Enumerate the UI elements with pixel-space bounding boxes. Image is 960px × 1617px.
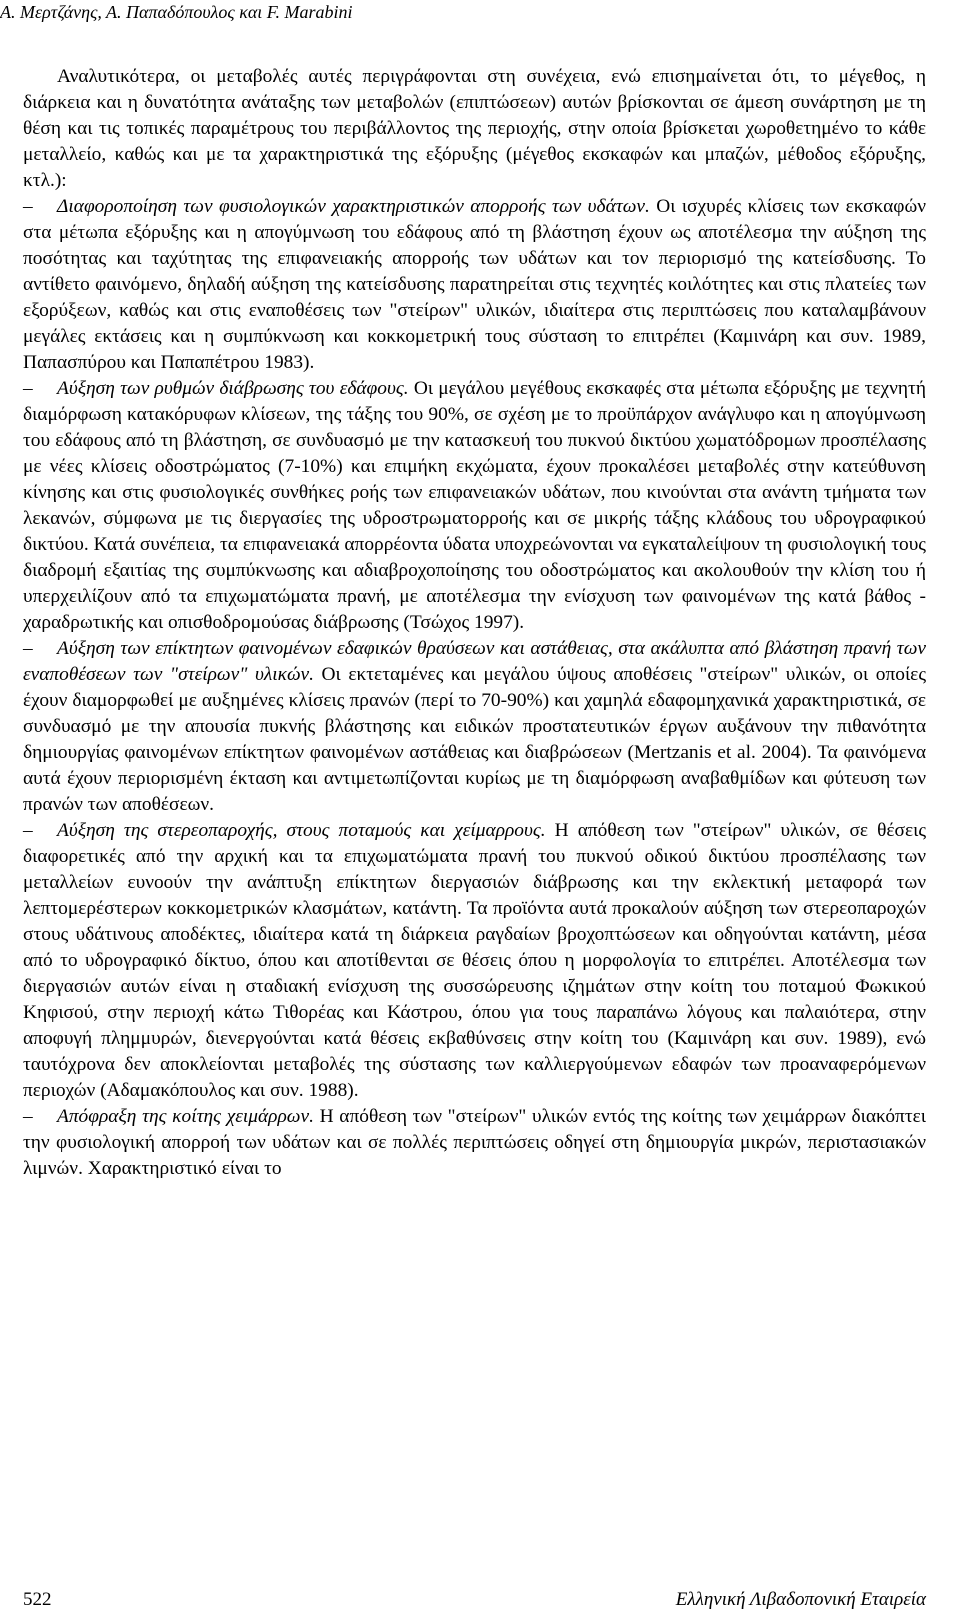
bullet-instability xyxy=(23,636,926,818)
bullet-heading: Αύξηση της στερεοπαροχής, στους ποταμούς και χείμαρρους. xyxy=(57,820,546,841)
running-header-authors: Α. Μερτζάνης, Α. Παπαδόπουλος και F. Marabini xyxy=(0,2,353,22)
bullet-dash: – xyxy=(23,820,33,841)
bullet-heading: Απόφραξη της κοίτης χειμάρρων. xyxy=(57,1106,314,1127)
body-text xyxy=(23,64,926,1182)
bullet-text: Η απόθεση των "στείρων" υλικών, σε θέσεις διαφορετικές από την αρχική και τα επιχωματώματα πρανή του πυκνού οδικού δικτύου προσπέλασης των μεταλλείων ευνοούν την ανάπτυξη επίκτητων διεργασιών διάβρωσης και την εκλεκτική μεταφορά των λεπτομερέστερων κοκκομετρικών κλασμάτων, κατάντη. Τα προϊόντα αυτά προκαλούν αύξηση των στερεοπαροχών στους υδάτινους αποδέκτες, ιδιαίτερα κατά τη διάρκεια ραγδαίων βροχοπτώσεων και οδηγούνται κατάντη, μέσα από το υδρογραφικό δίκτυο, όπου και αποτίθενται σε θέσεις όπου η μορφολογία το επιτρέπει. Αποτέλεσμα των διεργασιών αυτών είναι η σταδιακή ενίσχυση της συσσώρευσης ιζημάτων στην κοίτη του ποταμού Φωκικού Κηφισού, στην περιοχή κάτω Τιθορέας και Κάστρου, όπου για τους παραπάνω λόγους και παλαιότερα, στην αποφυγή πλημμυρών, διενεργούνται κατά θέσεις εκβαθύνσεις στην κοίτη του (Καμινάρη και συν. 1989), ενώ ταυτόχρονα δεν αποκλείονται μεταβολές της σύστασης των καλλιεργούμενων εδαφών των προαναφερόμενων περιοχών (Αδαμακόπουλος και συν. 1988). xyxy=(23,820,926,1101)
bullet-blockage xyxy=(23,1104,926,1182)
intro-paragraph: Αναλυτικότερα, οι μεταβολές αυτές περιγράφονται στη συνέχεια, ενώ επισημαίνεται ότι, το μέγεθος, η διάρκεια και η δυνατότητα ανάταξης των μεταβολών (επιπτώσεων) αυτών βρίσκονται σε άμεση συνάρτηση με τη θέση και τις τοπικές παραμέτρους του περιβάλλοντος της περιοχής, στην οποία βρίσκεται χωροθετημένο το κάθε μεταλλείο, καθώς και με τα χαρακτηριστικά της εξόρυξης (μέγεθος εκσκαφών και μπαζών, μέθοδος εξόρυξης, κτλ.): xyxy=(23,66,926,191)
bullet-heading: Διαφοροποίηση των φυσιολογικών χαρακτηριστικών απορροής των υδάτων. xyxy=(57,196,650,217)
bullet-dash: – xyxy=(23,638,33,659)
bullet-text: Οι ισχυρές κλίσεις των εκσκαφών στα μέτωπα εξόρυξης και η απογύμνωση του εδάφους από τη βλάστηση έχουν ως αποτέλεσμα την αύξηση της ποσότητας και ταχύτητας της επιφανειακής απορροής των υδάτων και τον περιορισμό της κατείσδυσης. Το αντίθετο φαινόμενο, δηλαδή αύξηση της κατείσδυσης παρατηρείται στις τεχνητές κοιλότητες και στις πλατείες των εξορύξεων, καθώς και στις εναποθέσεις των "στείρων" υλικών, ιδιαίτερα στις περιπτώσεις που καταλαμβάνουν μεγάλες εκτάσεις και η συμπύκνωση και κοκκομετρική τους σύσταση το επιτρέπει (Καμινάρη και συν. 1989, Παπασπύρου και Παπαπέτρου 1983). xyxy=(23,196,926,373)
bullet-heading: Αύξηση των επίκτητων φαινομένων εδαφικών θραύσεων και αστάθειας, στα ακάλυπτα από βλάστηση πρανή των εναποθέσεων των "στείρων" υλικών. xyxy=(23,638,926,685)
publisher-name: Ελληνική Λιβαδοπονική Εταιρεία xyxy=(675,1589,926,1610)
bullet-text: Οι μεγάλου μεγέθους εκσκαφές στα μέτωπα εξόρυξης με τεχνητή διαμόρφωση κατακόρυφων κλίσεων, της τάξης του 90%, σε σχέση με το προϋπάρχον ανάγλυφο και η απογύμνωση του εδάφους από τη βλάστηση, σε συνδυασμό με την κατασκευή του πυκνού δικτύου χωματόδρομων προσπέλασης με νέες κλίσεις οδοστρώματος (7-10%) και επιμήκη εκχώματα, έχουν προκαλέσει μεταβολές στην κατεύθυνση κίνησης και στις φυσιολογικές συνθήκες ροής των επιφανειακών υδάτων, που κινούνται στα ανάντη τμήματα των λεκανών, σύμφωνα με τις διεργασίες της υδροστρωματορροής και σε μικρής τάξης κλάδους του υδρογραφικού δικτύου. Κατά συνέπεια, τα επιφανειακά απορρέοντα ύδατα υποχρεώνονται να εγκαταλείψουν τη φυσιολογική τους διαδρομή εξαιτίας της συμπύκνωσης και αδιαβροχοποίησης του οδοστρώματος και ακολουθούν την κλίση του ή υπερχειλίζουν από τα επιχωματώματα πρανή, με αποτέλεσμα την ενίσχυση των φαινομένων της κατά βάθος - χαραδρωτικής και οπισθοδρομούσας διάβρωσης (Τσώχος 1997). xyxy=(23,378,926,633)
bullet-erosion xyxy=(23,376,926,636)
bullet-sediment xyxy=(23,818,926,1104)
page-footer xyxy=(23,1587,926,1613)
bullet-dash: – xyxy=(23,1106,33,1127)
bullet-runoff xyxy=(23,194,926,376)
bullet-heading: Αύξηση των ρυθμών διάβρωσης του εδάφους. xyxy=(57,378,409,399)
bullet-text: Οι εκτεταμένες και μεγάλου ύψους αποθέσεις "στείρων" υλικών, οι οποίες έχουν διαμορφωθεί με αυξημένες κλίσεις πρανών (περί το 70-90%) και χαμηλά εδαφομηχανικά χαρακτηριστικά, σε συνδυασμό με την απουσία πυκνής βλάστησης και ειδικών προστατευτικών έργων αυξάνουν την πιθανότητα δημιουργίας φαινομένων επίκτητων φαινομένων αστάθειας και διαβρώσεων (Mertzanis et al. 2004). Τα φαινόμενα αυτά έχουν περιορισμένη έκταση και αντιμετωπίζονται κυρίως με τη διαμόρφωση αναβαθμίδων και φύτευση των πρανών των αποθέσεων. xyxy=(23,664,927,815)
bullet-dash: – xyxy=(23,196,33,217)
bullet-dash: – xyxy=(23,378,33,399)
bullet-text: Η απόθεση των "στείρων" υλικών εντός της κοίτης των χειμάρρων διακόπτει την φυσιολογική απορροή των υδάτων και σε πολλές περιπτώσεις οδηγεί στη δημιουργία μικρών, περιστασιακών λιμνών. Χαρακτηριστικό είναι το xyxy=(23,1106,926,1179)
page-number: 522 xyxy=(23,1589,52,1610)
